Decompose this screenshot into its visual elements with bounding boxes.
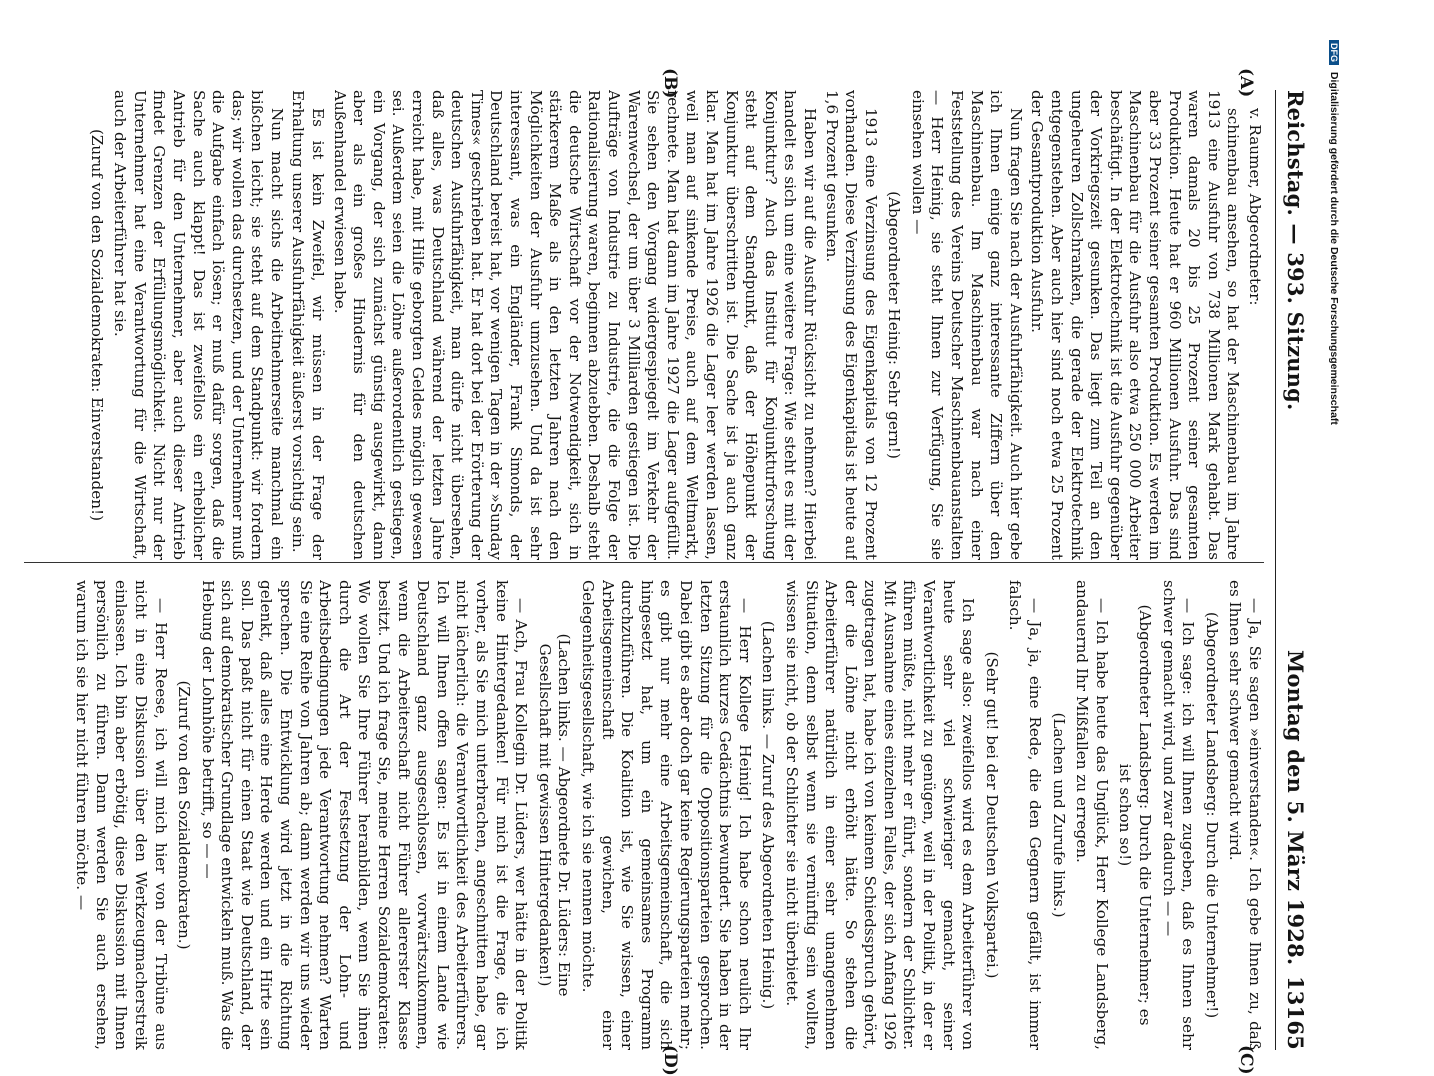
interjection: (Zuruf von den Sozialdemokraten: Einverstanden!) — [87, 128, 106, 522]
interjection: (Zuruf von den Sozialdemokraten.) — [175, 680, 194, 950]
dfg-logo: DFG — [1329, 40, 1339, 65]
interjection: (Sehr gut! bei der Deutschen Volkspartei.) — [982, 651, 1001, 979]
document-page — [0, 68, 1320, 1076]
column-divider — [24, 562, 1264, 563]
paragraph: — Herr Reese, ich will mich hier von der Tribüne aus nicht in eine Diskussion über den Werkzeugmacherstreik einlassen. Ich bin aber erbötig, diese Diskussion mit Ihnen persönlich zu führen. Dann werden Sie auch ersehen, warum ich sie hier nicht führen möchte. — — [73, 580, 170, 1050]
paragraph: — Ich sage: ich will Ihnen zugeben, daß es Ihnen sehr schwer gemacht wird, und zwar dadurch — — — [1159, 580, 1198, 1050]
paragraph: — Herr Kollege Heinig! Ich habe schon neulich Ihr erstaunlich kurzes Gedächtnis bewundert. Sie haben in der letzten Sitzung für die Oppositionsparteien gesprochen. Dabei gibt es aber doch gar keine Regierungsparteien mehr; es gibt nur mehr eine Arbeitsgemeinschaft, die sich hingesetzt hat, um ein gemeinsames Programm durchzuführen. Die Koalition ist, wie Sie wissen, einer Arbeitsgemeinschaft gewichen, einer Gelegenheitsgesellschaft, wie ich sie nennen möchte. — [579, 580, 754, 1050]
digitization-footnote — [1320, 40, 1340, 960]
paragraph: — Ja, Sie sagen »einverstanden«. Ich gebe Ihnen zu, daß es Ihnen sehr schwer gemacht wird. — [1226, 580, 1264, 1050]
page-header — [1275, 90, 1310, 1050]
paragraph: 1913 eine Verzinsung des Eigenkapitals von 12 Prozent vorhanden. Diese Verzinsung des Eigenkapitals ist heute auf 1,6 Prozent gesunken. — [822, 90, 880, 560]
page-number: 13165 — [1283, 975, 1308, 1050]
margin-mark-b: (B) — [660, 68, 680, 99]
paragraph: — Ja, ja, eine Rede, die den Gegnern gefällt, ist immer falsch. — [1006, 580, 1045, 1050]
right-column — [0, 580, 1264, 1050]
paragraph: Nun fragen Sie nach der Ausfuhrfähigkeit. Auch hier gebe ich Ihnen einige ganz interessante Ziffern über den Maschinenbau. Im Maschinenbau war nach einer Feststellung des Vereins Deutscher Maschinenbauanstalten — Herr Heinig, sie steht Ihnen zur Verfügung, Sie sie einsehen wollen — — [908, 90, 1025, 560]
header-left: Reichstag. — 393. Sitzung. — [1283, 90, 1308, 411]
margin-mark-a: (A) — [1236, 68, 1256, 98]
interjection: (Lachen und Zurufe links.) — [1049, 712, 1068, 918]
paragraph: — Ach, Frau Kollegin Dr. Lüders, wer hätte in der Politik keine Hintergedanken! Für mich ist die Frage, die ich vorher, als Sie mich unterbrachen, angeschnitten habe, gar nicht lächerlich: die Verantwortlichkeit des Arbeiterführers. Ich will Ihnen offen sagen: Es ist in einem Lande wie Deutschland ganz ausgeschlossen, vorwärtszukommen, wenn die Arbeiterschaft nicht Führer allererster Klasse besitzt. Und ich frage Sie, meine Herren Sozialdemokraten: Wo wollen Sie Ihre Führer heranbilden, wenn Sie ihnen durch die Art der Festsetzung der Lohn- und Arbeitsbedingungen jede Verantwortung nehmen? Warten Sie eine Reihe von Jahren ab; dann werden wir uns wieder sprechen. Die Entwicklung wird jetzt in die Richtung gelenkt, daß alles eine Herde werden und ein Hirte sein soll. Das paßt nicht für einen Staat wie Deutschland, der sich auf demokratischer Grundlage entwickeln muß. Was die Hebung der Lohnhöhe betrifft, so — — — [198, 580, 531, 1050]
paragraph: schinenbau ansehen, so hat der Maschinenbau im Jahre 1913 eine Ausfuhr von 738 Millionen Mark gehabt. Das waren damals 20 bis 25 Prozent seiner gesamten Produktion. Heute hat er 960 Millionen Ausfuhr. Das sind aber 33 Prozent seiner gesamten Produktion. Es werden im Maschinenbau für die Ausfuhr also etwa 250 000 Arbeiter beschäftigt. In der Elektrotechnik ist die Ausfuhr gegenüber der Vorkriegszeit gesunken. Das liegt zum Teil an den ungeheuren Zollschranken, die gerade der Elektrotechnik entgegenstehen. Aber auch hier sind noch etwa 25 Prozent der Gesamtproduktion Ausfuhr. — [1028, 90, 1243, 560]
paragraph: Nun macht sichs die Arbeitnehmerseite manchmal ein bißchen leicht; sie steht auf dem Standpunkt: wir fordern das; wir wollen das durchsetzen, und der Unternehmer muß die Aufgabe einfach lösen; er muß dafür sorgen, daß die Sache auch klappt! Das ist zweifellos ein erheblicher Antrieb für den Unternehmer, aber auch dieser Antrieb findet Grenzen der Erfüllungsmöglichkeit. Nicht nur der Unternehmer hat eine Verantwortung für die Wirtschaft, auch der Arbeiterführer hat sie. — [111, 90, 286, 560]
paragraph: Ich sage also: zweifellos wird es dem Arbeiterführer von heute sehr viel schwieriger gemacht, seiner Verantwortlichkeit zu genügen, weil in der Politik, in der er führen müßte, nicht mehr er führt, sondern der Schlichter. Mit Ausnahme eines einzelnen Falles, der sich Anfang 1926 zugetragen hat, habe ich von keinem Schiedsspruch gehört, der die Löhne nicht erhöht hätte. So stehen die Arbeiterführer natürlich in einer sehr unangenehmen Situation, denn selbst wenn sie vernünftig sein wollten, wissen sie nicht, ob der Schlichter sie nicht überbietet. — [782, 580, 978, 1050]
footnote-text: Digitalisierung gefördert durch die Deutsche Forschungsgemeinschaft — [1328, 71, 1340, 425]
paragraph: — Ich habe heute das Unglück, Herr Kollege Landsberg, andauernd Ihr Mißfallen zu erregen. — [1073, 580, 1111, 1050]
interjection: (Abgeordneter Landsberg: Durch die Unternehmer; es ist schon so!) — [1116, 604, 1155, 1026]
interjection: (Lachen links. — Zuruf des Abgeordneten Heinig.) — [759, 620, 778, 1010]
paragraph: Haben wir auf die Ausfuhr Rücksicht zu nehmen? Hierbei handelt es sich um eine weitere Frage: Wie steht es mit der Konjunktur? Auch das Institut für Konjunkturforschung steht auf dem Standpunkt, daß der Höhepunkt der Konjunktur überschritten ist. Die Sache ist ja auch ganz klar. Man hat im Jahre 1926 die Lager leer werden lassen, weil man auf sinkende Preise, auch auf dem Weltmarkt, rechnete. Man hat dann im Jahre 1927 die Lager aufgefüllt. Sie sehen den Vorgang widergespiegelt im Verkehr der Warenwechsel, der um über 3 Milliarden gestiegen ist. Die Aufträge von Industrie zu Industrie, die die Folge der Rationalisierung waren, beginnen abzuebben. Deshalb steht die deutsche Wirtschaft vor der Notwendigkeit, sich in stärkerem Maße als in den letzten Jahren nach den Möglichkeiten der Ausfuhr umzusehen. Und da ist sehr interessant, was ein Engländer, Frank Simonds, der Deutschland bereist hat, vor wenigen Tagen in der »Sunday Times« geschrieben hat. Er hat dort bei der Erörterung der deutschen Ausfuhrfähigkeit, man dürfe nicht übersehen, daß alles, was Deutschland während der letzten Jahre erreicht habe, mit Hilfe geborgten Geldes möglich gewesen sei. Außerdem seien die Löhne außerordentlich gestiegen, ein Vorgang, der sich zunächst günstig ausgewirkt, dann aber als ein großes Hindernis für den deutschen Außenhandel erwiesen habe. — [330, 90, 819, 560]
interjection: (Lachen links. — Abgeordnete Dr. Lüders: Eine Gesellschaft mit gewissen Hintergedanken!) — [535, 633, 574, 997]
paragraph: Es ist kein Zweifel, wir müssen in der Frage der Erhaltung unserer Ausfuhrfähigkeit äußerst vorsichtig sein. — [289, 90, 328, 560]
left-column — [0, 90, 1264, 560]
header-date: Montag den 5. März 1928. — [1283, 650, 1308, 966]
margin-mark-d: (D) — [660, 1045, 680, 1076]
interjection: (Abgeordneter Heinig: Sehr gern!) — [885, 191, 904, 459]
interjection: (Abgeordneter Landsberg: Durch die Unternehmer!) — [1202, 611, 1221, 1019]
speaker-line: v. Raumer, Abgeordneter: — [1246, 108, 1264, 306]
margin-mark-c: (C) — [1236, 1045, 1256, 1075]
